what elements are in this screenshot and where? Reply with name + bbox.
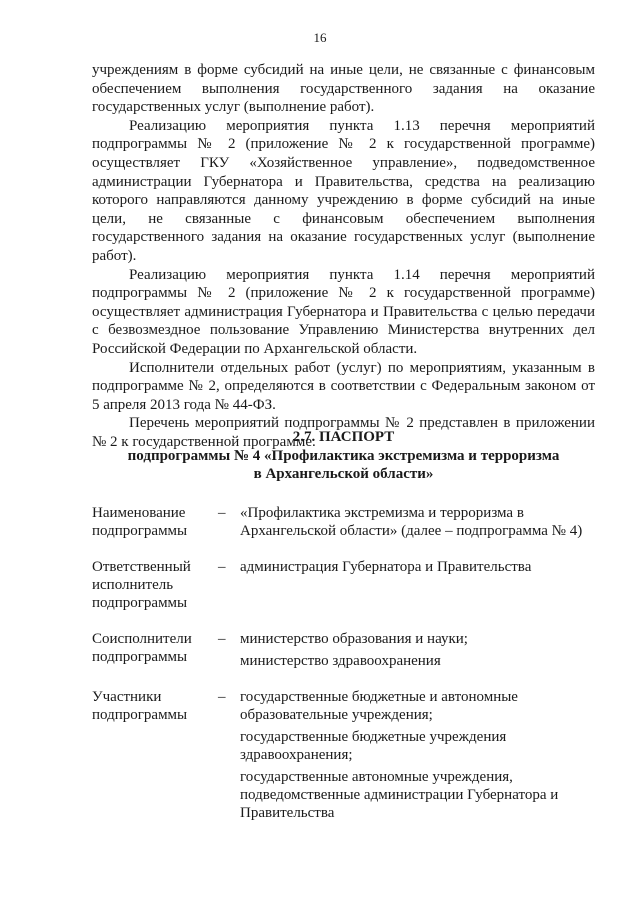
- passport-value: [240, 688, 602, 822]
- passport-label: Ответственный исполнитель подпрограммы: [92, 559, 191, 611]
- section-heading: [92, 428, 595, 484]
- passport-dash: –: [218, 559, 226, 575]
- page-number: 16: [313, 30, 327, 45]
- passport-value: [240, 630, 602, 670]
- passport-value-line: государственные автономные учреждения, подведомственные администрации Губернатора и Правительства: [240, 769, 559, 821]
- passport-value-line: администрация Губернатора и Правительства: [240, 559, 532, 575]
- passport-value-line: министерство здравоохранения: [240, 653, 441, 669]
- passport-label: Наименование подпрограммы: [92, 505, 188, 539]
- section-heading-subtitle-2: в Архангельской области»: [253, 466, 434, 483]
- section-heading-title: 2.7. ПАСПОРТ: [292, 429, 395, 445]
- passport-label: Участники подпрограммы: [92, 689, 188, 723]
- passport-row-co-executors: [92, 630, 602, 670]
- passport-value-line: государственные бюджетные и автономные образовательные учреждения;: [240, 689, 518, 723]
- passport-label: Соисполнители подпрограммы: [92, 631, 192, 665]
- paragraph-item-1-13: Реализацию мероприятия пункта 1.13 перечня мероприятий подпрограммы № 2 (приложение № 2 к государственной программе) осуществляет ГКУ «Хозяйственное управление», подведомственное администрации Губернатора и Правительства, средства на реализацию которого направляются данному учреждению в форме субсидий на иные цели, не связанные с финансовым обеспечением выполнения государственного задания на оказание государственных услуг (выполнение работ).: [92, 117, 595, 264]
- passport-dash: –: [218, 631, 226, 647]
- paragraph-measures-list: Перечень мероприятий подпрограммы № 2 представлен в приложении № 2 к государственной программе.: [92, 415, 595, 450]
- passport-value: [240, 558, 602, 612]
- passport-table: [92, 504, 602, 840]
- passport-dash: –: [218, 689, 226, 705]
- passport-value-line: государственные бюджетные учреждения здравоохранения;: [240, 729, 507, 763]
- passport-row-name: [92, 504, 602, 540]
- passport-value-line: министерство образования и науки;: [240, 631, 468, 647]
- paragraph-item-1-14: Реализацию мероприятия пункта 1.14 перечня мероприятий подпрограммы № 2 (приложение № 2 к государственной программе) осуществляет администрация Губернатора и Правительства с целью передачи с безвозмездное пользование Управлению Министерства внутренних дел Российской Федерации по Архангельской области.: [92, 266, 595, 357]
- section-heading-subtitle-1: подпрограммы № 4 «Профилактика экстремизма и терроризма: [127, 447, 560, 464]
- passport-row-participants: [92, 688, 602, 822]
- passport-value-line: «Профилактика экстремизма и терроризма в Архангельской области» (далее – подпрограмма № 4): [240, 505, 583, 539]
- passport-value: [240, 504, 602, 540]
- paragraph-executors: Исполнители отдельных работ (услуг) по мероприятиям, указанным в подпрограмме № 2, определяются в соответствии с Федеральным законом от 5 апреля 2013 года № 44-ФЗ.: [92, 359, 595, 413]
- passport-row-responsible: [92, 558, 602, 612]
- paragraph-subsidies-continuation: учреждениям в форме субсидий на иные цели, не связанные с финансовым обеспечением выполнения государственного задания на оказание государственных услуг (выполнение работ).: [92, 62, 595, 116]
- body-text: [92, 61, 595, 451]
- passport-dash: –: [218, 505, 226, 521]
